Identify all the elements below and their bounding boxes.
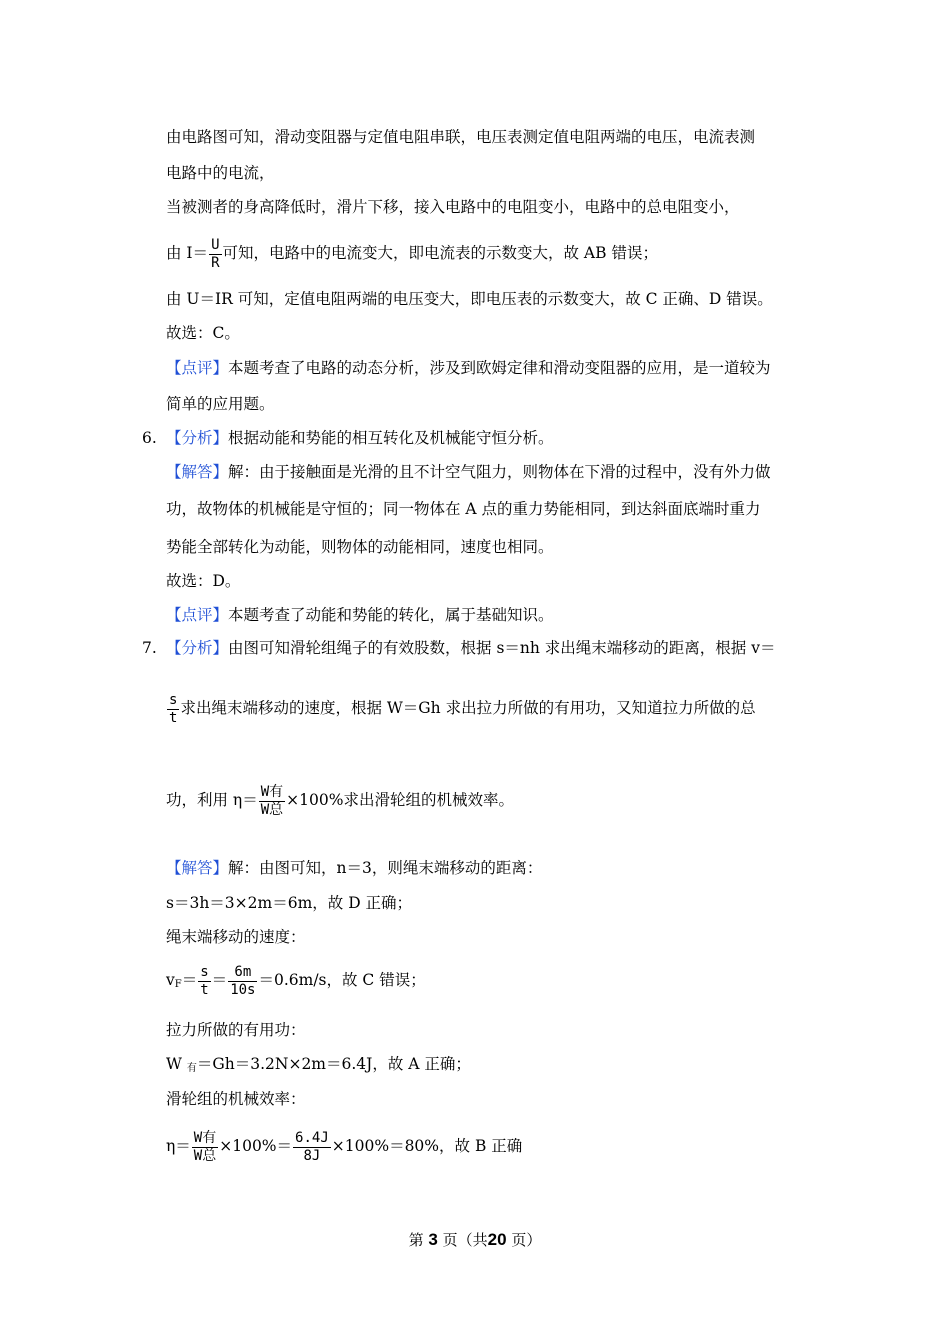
q7-eta-label: 滑轮组的机械效率： xyxy=(166,1090,306,1108)
q7-vf-subscript: F xyxy=(174,979,182,990)
q7-vf-s: s xyxy=(200,963,209,980)
q7-vf-equals: ＝ xyxy=(181,971,198,989)
q6-review-tag: 【点评】 xyxy=(166,606,229,624)
q7-efficiency-fraction xyxy=(259,784,285,819)
q6-answer xyxy=(166,462,771,482)
q5-line-3: 当被测者的身高降低时，滑片下移，接入电路中的电阻变小，电路中的总电阻变小， xyxy=(166,198,740,216)
q7-w-subscript: 有 xyxy=(186,1063,197,1074)
q7-eta-frac-values xyxy=(293,1130,331,1165)
q5-review-tag: 【点评】 xyxy=(166,359,229,377)
q7-eta-mid: ×100%＝ xyxy=(219,1137,293,1155)
q7-eta-prefix: 功，利用 η＝ xyxy=(166,791,258,809)
q7-w-useful: W有 xyxy=(260,783,284,800)
q5-review-line-2: 简单的应用题。 xyxy=(166,395,275,413)
q6-number: 6. xyxy=(142,429,157,447)
q7-eta-8j: 8J xyxy=(293,1147,331,1165)
q7-vf-frac-values xyxy=(228,964,257,999)
page-footer xyxy=(0,1229,950,1250)
q7-vf-symbol: v xyxy=(166,971,175,989)
q5-choice: 故选：C。 xyxy=(166,324,240,342)
q7-analysis-tag: 【分析】 xyxy=(166,639,229,657)
q5-ohm-prefix: 由 I＝ xyxy=(166,244,209,262)
q7-eta-w-useful: W有 xyxy=(193,1129,217,1146)
q5-ohm-fraction xyxy=(209,237,221,272)
q7-eta-frac-symbolic xyxy=(192,1130,218,1165)
q7-work-label: 拉力所做的有用功： xyxy=(166,1021,306,1039)
q7-analysis-line-2 xyxy=(166,690,756,727)
q6-answer-text: 解：由于接触面是光滑的且不计空气阻力，则物体在下滑的过程中，没有外力做 xyxy=(228,463,771,481)
q7-w-symbol: W xyxy=(166,1055,182,1073)
q7-velocity-fraction xyxy=(167,692,179,727)
q7-eta-result: ×100%＝80%，故 B 正确 xyxy=(331,1137,523,1155)
footer-total-pages: 20 xyxy=(487,1230,507,1249)
q7-eta-suffix: ×100%求出滑轮组的机械效率。 xyxy=(286,791,514,809)
q5-ohm-suffix: 可知，电路中的电流变大，即电流表的示数变大，故 AB 错误； xyxy=(222,244,658,262)
q5-ohm-denominator: R xyxy=(211,254,220,271)
q7-answer-text: 解：由图可知，n＝3，则绳末端移动的距离： xyxy=(228,859,543,877)
q7-analysis xyxy=(166,638,775,658)
q6-analysis-text: 根据动能和势能的相互转化及机械能守恒分析。 xyxy=(228,429,554,447)
q7-analysis-line-2-text: 求出绳末端移动的速度，根据 W＝Gh 求出拉力所做的有用功，又知道拉力所做的总 xyxy=(180,699,756,717)
q7-answer-tag: 【解答】 xyxy=(166,859,229,877)
q6-analysis xyxy=(166,428,554,448)
q5-review-text: 本题考查了电路的动态分析，涉及到欧姆定律和滑动变阻器的应用，是一道较为 xyxy=(228,359,771,377)
q6-answer-line-2: 功，故物体的机械能是守恒的；同一物体在 A 点的重力势能相同，到达斜面底端时重力 xyxy=(166,500,761,518)
q7-vf-result: ＝0.6m/s，故 C 错误； xyxy=(258,971,426,989)
q5-ohm-numerator: U xyxy=(211,236,220,253)
q7-vf-10s: 10s xyxy=(230,981,256,998)
q7-distance: s＝3h＝3×2m＝6m，故 D 正确； xyxy=(166,894,413,912)
q7-eta-w-total: W总 xyxy=(193,1147,217,1164)
q7-eta-calc xyxy=(166,1126,522,1166)
q6-answer-tag: 【解答】 xyxy=(166,463,229,481)
q7-frac-t: t xyxy=(169,709,178,726)
q7-eta-64j: 6.4J xyxy=(295,1129,329,1146)
footer-suffix: 页） xyxy=(511,1231,542,1249)
q5-line-2: 电路中的电流， xyxy=(166,164,275,182)
footer-prefix: 第 xyxy=(408,1231,424,1249)
q7-vf-t: t xyxy=(200,981,209,998)
q7-w-total: W总 xyxy=(260,801,284,818)
q5-line-5: 由 U＝IR 可知，定值电阻两端的电压变大，即电压表的示数变大，故 C 正确、D 错误。 xyxy=(166,290,773,308)
q7-answer xyxy=(166,858,542,878)
q6-answer-line-3: 势能全部转化为动能，则物体的动能相同，速度也相同。 xyxy=(166,538,554,556)
q6-choice: 故选：D。 xyxy=(166,572,241,590)
footer-mid: 页（共 xyxy=(442,1231,488,1249)
q7-vf-equals-2: ＝ xyxy=(211,971,228,989)
q5-line-4 xyxy=(166,233,658,273)
q5-line-1: 由电路图可知，滑动变阻器与定值电阻串联，电压表测定值电阻两端的电压，电流表测 xyxy=(166,128,756,146)
q7-vf-frac-st xyxy=(198,964,210,999)
q7-analysis-text: 由图可知滑轮组绳子的有效股数，根据 s＝nh 求出绳末端移动的距离，根据 v＝ xyxy=(228,639,776,657)
q6-analysis-tag: 【分析】 xyxy=(166,429,229,447)
q5-review xyxy=(166,358,771,378)
q6-review xyxy=(166,605,554,625)
q7-eta-symbol: η＝ xyxy=(166,1137,191,1155)
q7-velocity-label: 绳末端移动的速度： xyxy=(166,928,306,946)
q7-velocity-calc xyxy=(166,960,426,1005)
q7-w-result: ＝Gh＝3.2N×2m＝6.4J，故 A 正确； xyxy=(196,1055,471,1073)
q7-frac-s: s xyxy=(169,691,178,708)
footer-page-number: 3 xyxy=(428,1230,438,1249)
q6-review-text: 本题考查了动能和势能的转化，属于基础知识。 xyxy=(228,606,554,624)
q7-number: 7. xyxy=(142,639,157,657)
q7-work-calc xyxy=(166,1054,471,1079)
q7-vf-6m: 6m xyxy=(234,963,252,980)
q7-analysis-line-3 xyxy=(166,780,514,820)
